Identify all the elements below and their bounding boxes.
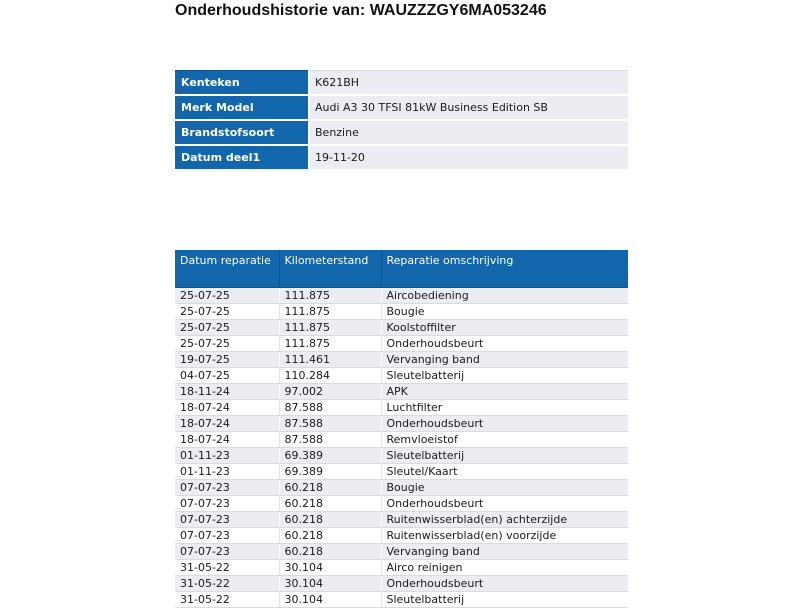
column-header-kilometerstand: Kilometerstand [279, 250, 381, 288]
history-cell-description: APK [381, 384, 628, 400]
column-header-datum-reparatie: Datum reparatie [175, 250, 279, 288]
info-label: Brandstofsoort [175, 120, 309, 145]
history-cell-date: 19-07-25 [175, 352, 279, 368]
history-row [175, 528, 628, 544]
history-cell-date: 18-07-24 [175, 432, 279, 448]
history-cell-description: Onderhoudsbeurt [381, 416, 628, 432]
history-row [175, 480, 628, 496]
history-cell-date: 07-07-23 [175, 544, 279, 560]
history-cell-kilometers: 111.875 [279, 320, 381, 336]
history-row [175, 304, 628, 320]
history-row [175, 384, 628, 400]
history-cell-date: 07-07-23 [175, 528, 279, 544]
history-cell-date: 31-05-22 [175, 560, 279, 576]
history-cell-kilometers: 111.875 [279, 304, 381, 320]
history-row [175, 448, 628, 464]
history-row [175, 352, 628, 368]
history-cell-description: Koolstoffilter [381, 320, 628, 336]
history-cell-date: 18-07-24 [175, 416, 279, 432]
history-cell-kilometers: 111.875 [279, 288, 381, 304]
history-cell-description: Onderhoudsbeurt [381, 496, 628, 512]
history-cell-description: Vervanging band [381, 352, 628, 368]
history-row [175, 464, 628, 480]
history-row [175, 416, 628, 432]
history-row [175, 288, 628, 304]
history-cell-description: Remvloeistof [381, 432, 628, 448]
history-cell-date: 25-07-25 [175, 304, 279, 320]
history-cell-description: Sleutelbatterij [381, 448, 628, 464]
history-cell-description: Aircobediening [381, 288, 628, 304]
vehicle-info-table [175, 70, 628, 171]
repair-history-table [175, 250, 628, 608]
info-row [175, 120, 628, 145]
history-cell-date: 01-11-23 [175, 448, 279, 464]
history-cell-date: 31-05-22 [175, 592, 279, 608]
history-cell-kilometers: 30.104 [279, 592, 381, 608]
history-cell-kilometers: 69.389 [279, 448, 381, 464]
info-row [175, 95, 628, 120]
history-header-row [175, 250, 628, 288]
info-row [175, 145, 628, 170]
info-value: K621BH [309, 71, 628, 96]
page-title: Onderhoudshistorie van: WAUZZZGY6MA053246 [175, 2, 547, 19]
history-cell-kilometers: 111.875 [279, 336, 381, 352]
info-value: Audi A3 30 TFSI 81kW Business Edition SB [309, 95, 628, 120]
history-cell-date: 07-07-23 [175, 496, 279, 512]
history-row [175, 432, 628, 448]
info-value: 19-11-20 [309, 145, 628, 170]
history-cell-date: 18-07-24 [175, 400, 279, 416]
history-cell-kilometers: 87.588 [279, 416, 381, 432]
history-cell-description: Vervanging band [381, 544, 628, 560]
info-row [175, 71, 628, 96]
history-cell-description: Bougie [381, 480, 628, 496]
history-cell-date: 01-11-23 [175, 464, 279, 480]
history-cell-date: 25-07-25 [175, 320, 279, 336]
history-cell-date: 04-07-25 [175, 368, 279, 384]
history-row [175, 560, 628, 576]
history-cell-kilometers: 60.218 [279, 512, 381, 528]
history-row [175, 576, 628, 592]
history-cell-date: 18-11-24 [175, 384, 279, 400]
history-cell-kilometers: 30.104 [279, 576, 381, 592]
history-row [175, 336, 628, 352]
info-label: Datum deel1 [175, 145, 309, 170]
history-cell-kilometers: 60.218 [279, 480, 381, 496]
history-cell-kilometers: 69.389 [279, 464, 381, 480]
history-cell-description: Airco reinigen [381, 560, 628, 576]
info-label: Merk Model [175, 95, 309, 120]
history-cell-date: 25-07-25 [175, 288, 279, 304]
history-row [175, 512, 628, 528]
history-cell-description: Sleutel/Kaart [381, 464, 628, 480]
history-row [175, 320, 628, 336]
history-cell-description: Ruitenwisserblad(en) voorzijde [381, 528, 628, 544]
info-value: Benzine [309, 120, 628, 145]
info-label: Kenteken [175, 71, 309, 96]
history-cell-description: Bougie [381, 304, 628, 320]
history-cell-description: Sleutelbatterij [381, 592, 628, 608]
history-cell-kilometers: 97.002 [279, 384, 381, 400]
history-cell-date: 25-07-25 [175, 336, 279, 352]
history-cell-kilometers: 110.284 [279, 368, 381, 384]
history-row [175, 496, 628, 512]
history-row [175, 400, 628, 416]
history-cell-kilometers: 60.218 [279, 544, 381, 560]
history-cell-kilometers: 60.218 [279, 528, 381, 544]
history-cell-kilometers: 30.104 [279, 560, 381, 576]
history-cell-description: Onderhoudsbeurt [381, 576, 628, 592]
column-header-reparatie-omschrijving: Reparatie omschrijving [381, 250, 628, 288]
history-cell-description: Onderhoudsbeurt [381, 336, 628, 352]
history-cell-kilometers: 87.588 [279, 400, 381, 416]
history-row [175, 544, 628, 560]
history-cell-kilometers: 87.588 [279, 432, 381, 448]
history-cell-description: Ruitenwisserblad(en) achterzijde [381, 512, 628, 528]
history-cell-kilometers: 60.218 [279, 496, 381, 512]
history-cell-date: 31-05-22 [175, 576, 279, 592]
history-cell-description: Luchtfilter [381, 400, 628, 416]
history-row [175, 368, 628, 384]
history-cell-kilometers: 111.461 [279, 352, 381, 368]
history-cell-description: Sleutelbatterij [381, 368, 628, 384]
history-cell-date: 07-07-23 [175, 512, 279, 528]
history-cell-date: 07-07-23 [175, 480, 279, 496]
